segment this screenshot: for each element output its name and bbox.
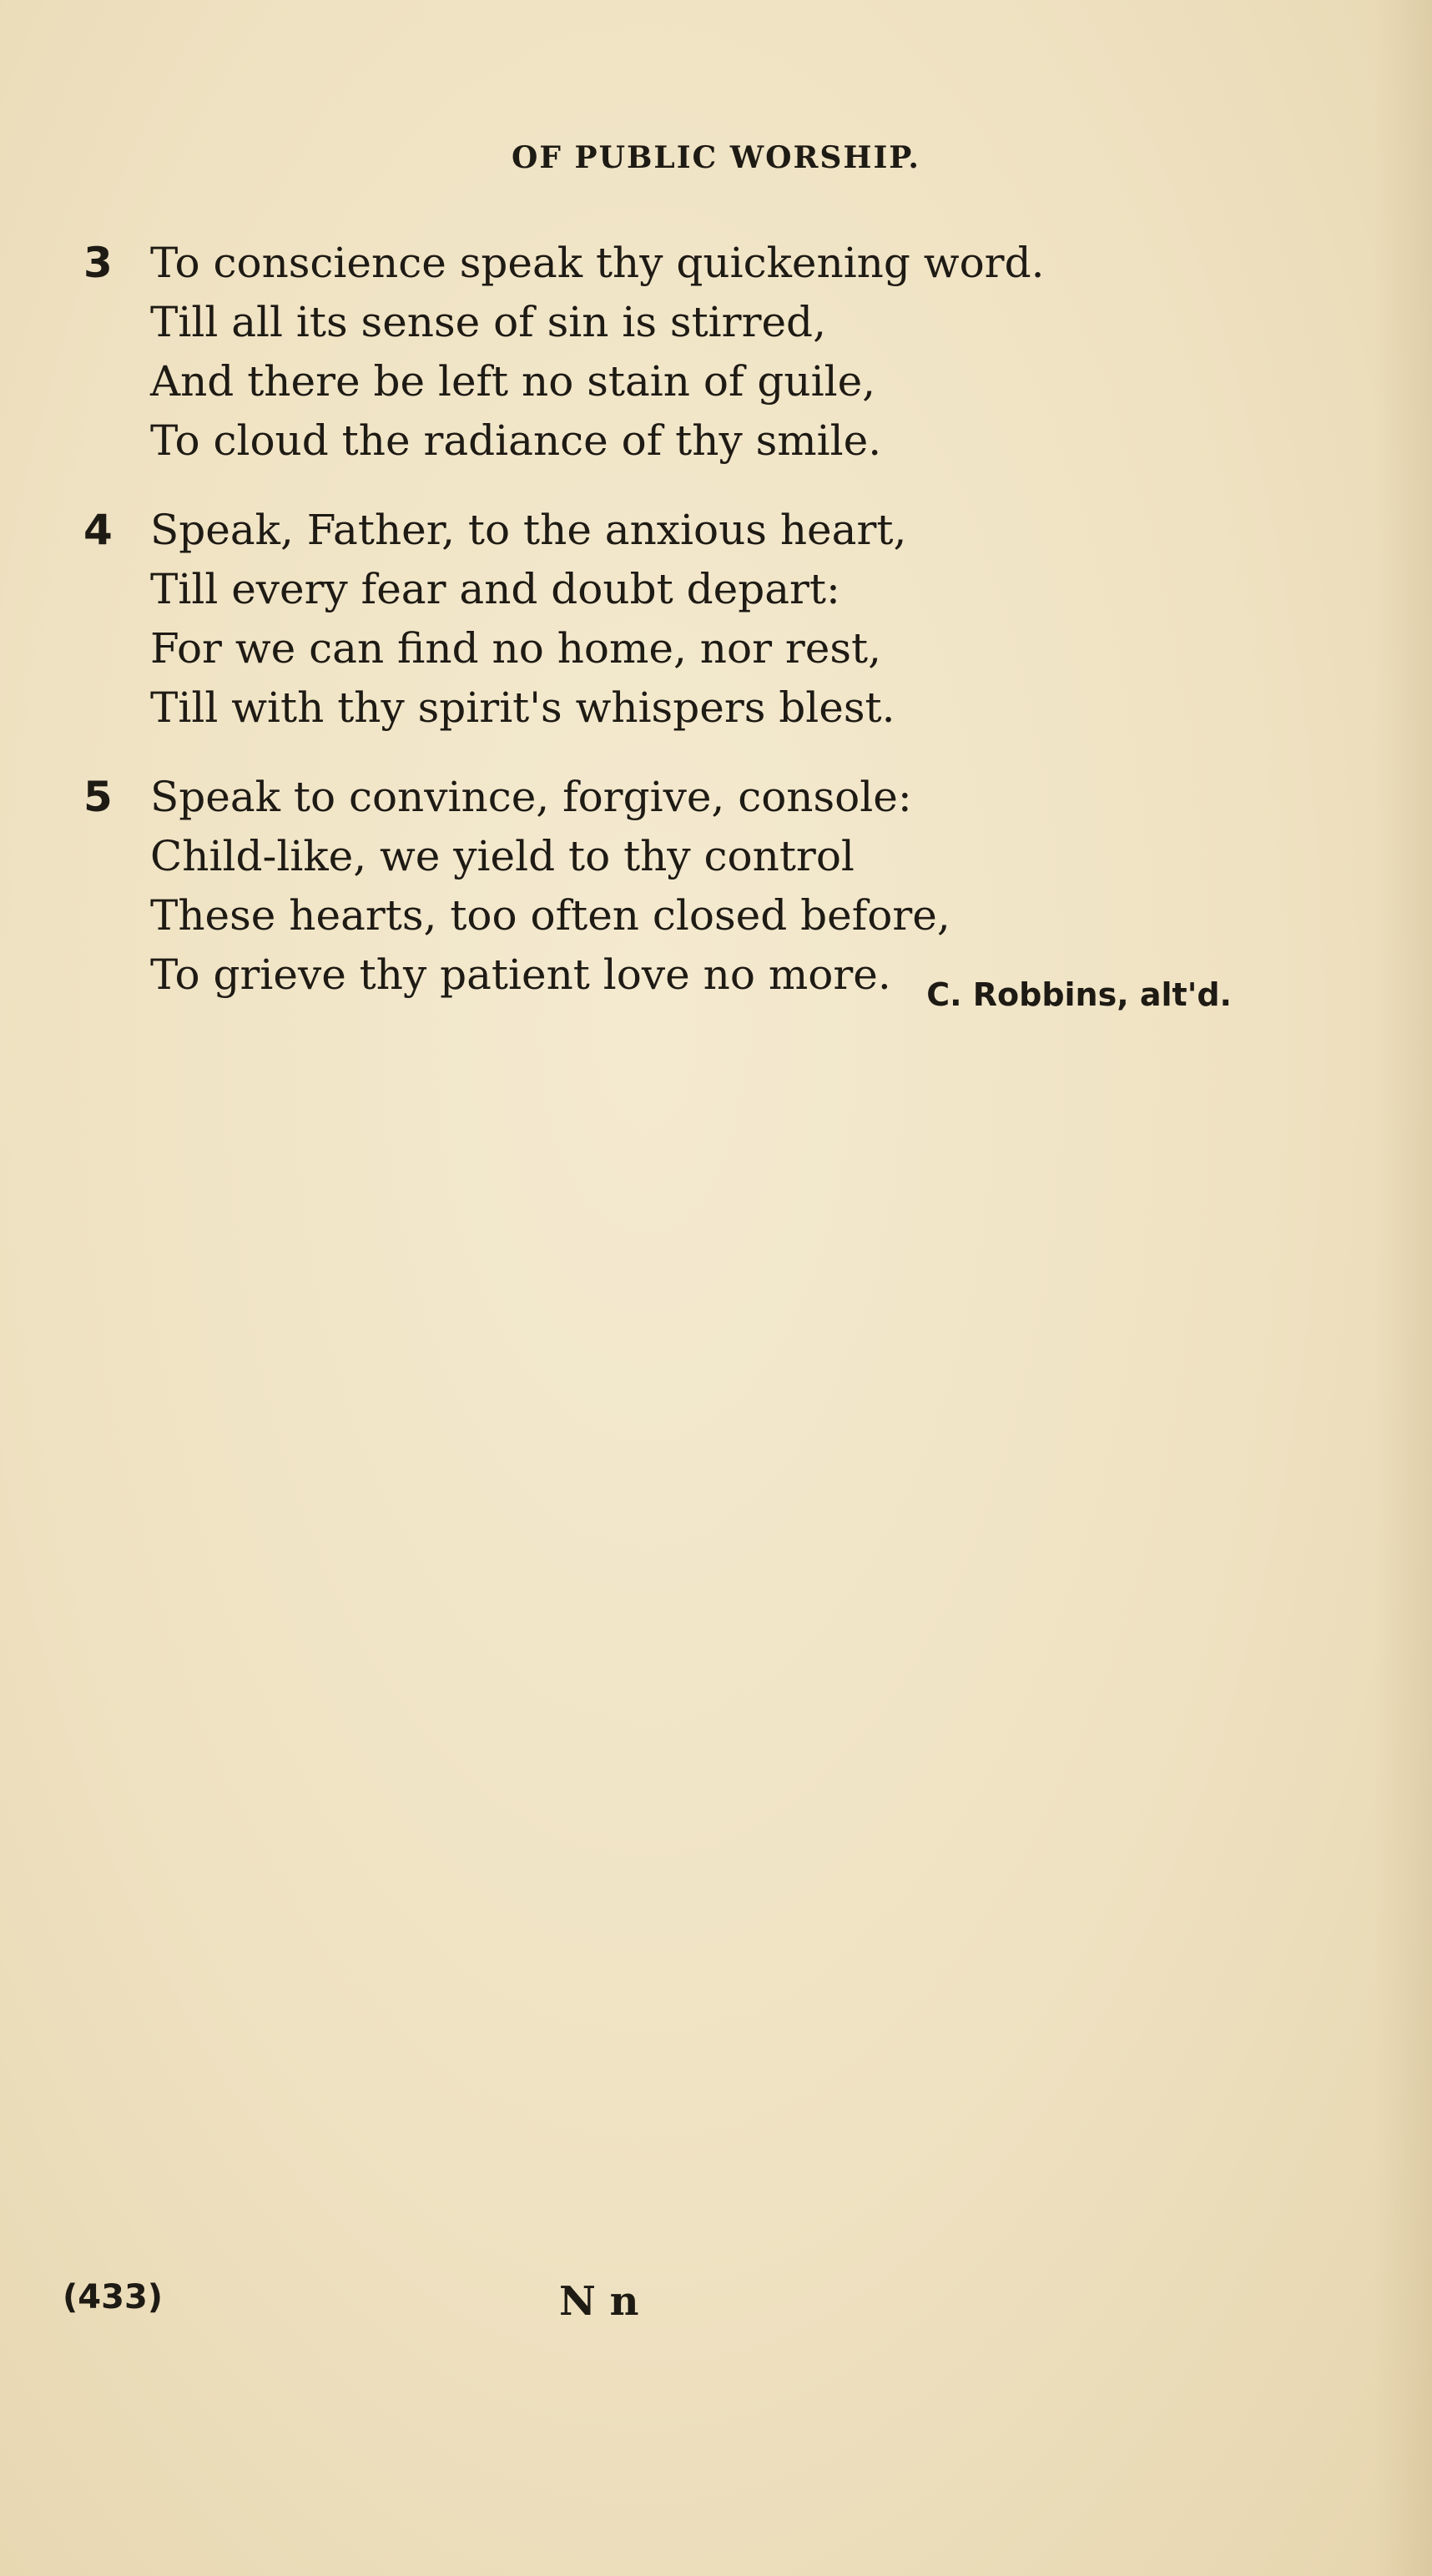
- stanza-4: [83, 501, 1293, 738]
- stanza-number: 3: [83, 239, 113, 287]
- stanza-5: [83, 768, 1293, 1005]
- verse-line: And there be left no stain of guile,: [150, 357, 876, 406]
- hymn-text: [83, 234, 1293, 1035]
- stanza-lines: [150, 234, 1293, 471]
- verse-line: Till every fear and doubt depart:: [150, 565, 840, 613]
- verse-line: Child-like, we yield to thy control: [150, 832, 855, 880]
- verse-line: Speak to convince, forgive, console:: [150, 773, 912, 821]
- page-footer: [63, 2278, 730, 2328]
- page-edge-shading: [1374, 0, 1432, 2576]
- signature-mark: N n: [559, 2278, 639, 2325]
- stanza-lines: [150, 501, 1293, 738]
- author-attribution: C. Robbins, alt'd.: [926, 976, 1232, 1013]
- verse-line: To grieve thy patient love no more.: [150, 950, 891, 999]
- stanza-3: [83, 234, 1293, 471]
- page-number: (433): [63, 2278, 164, 2316]
- stanza-lines: [150, 768, 1293, 1005]
- verse-line: For we can find no home, nor rest,: [150, 624, 882, 673]
- running-head: OF PUBLIC WORSHIP.: [512, 140, 920, 175]
- stanza-number: 5: [83, 773, 113, 821]
- verse-line: To cloud the radiance of thy smile.: [150, 416, 882, 465]
- verse-line: Till with thy spirit's whispers blest.: [150, 683, 895, 732]
- verse-line: To conscience speak thy quickening word.: [150, 239, 1045, 287]
- stanza-number: 4: [83, 506, 113, 554]
- verse-line: These hearts, too often closed before,: [150, 891, 950, 940]
- verse-line: Till all its sense of sin is stirred,: [150, 298, 826, 346]
- verse-line: Speak, Father, to the anxious heart,: [150, 506, 907, 554]
